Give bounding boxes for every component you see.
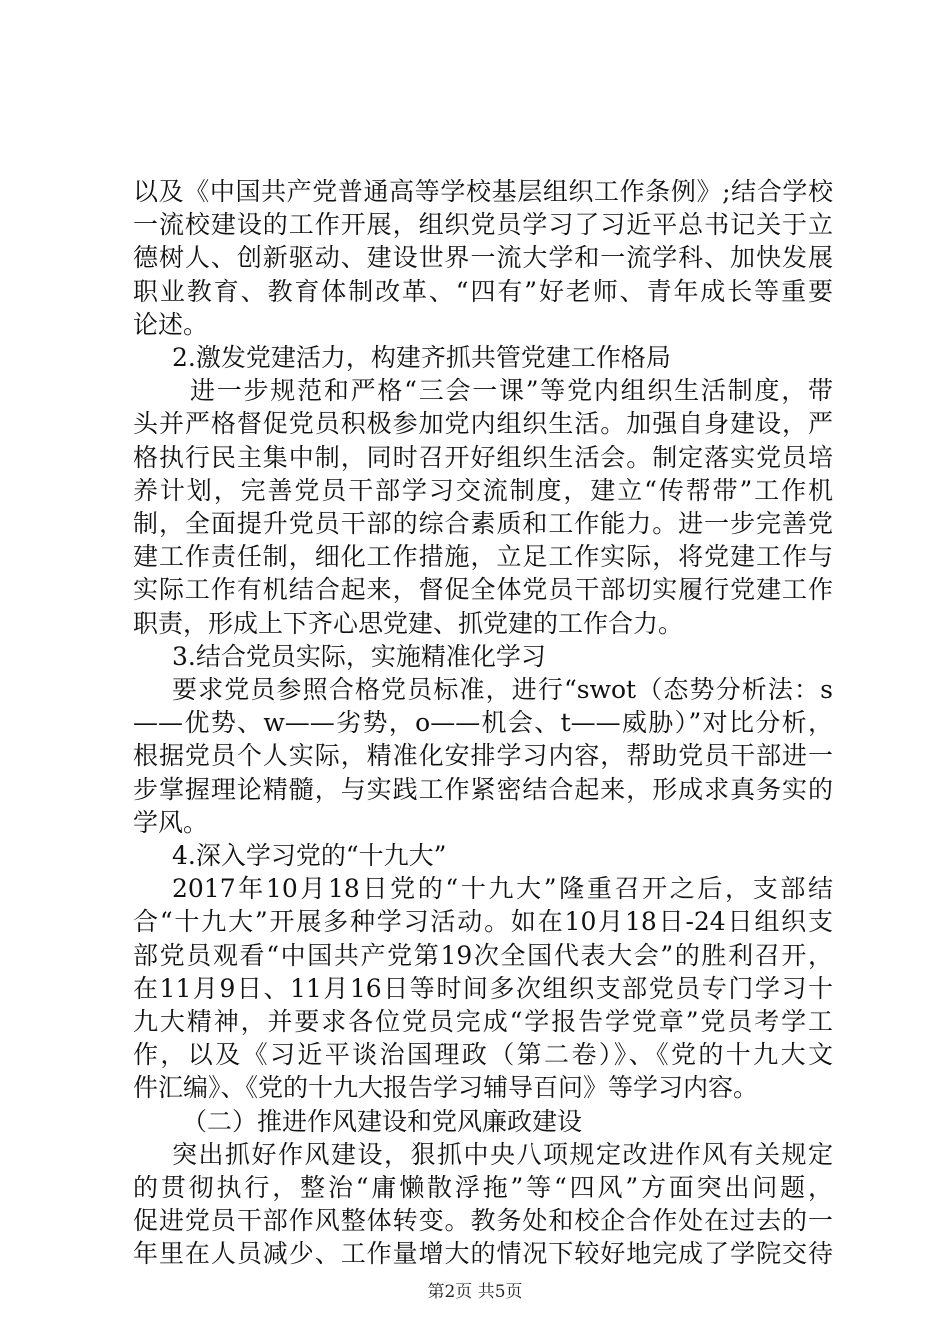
body-line: 根据党员个人实际，精准化安排学习内容，帮助党员干部进一 — [133, 741, 833, 771]
body-line: ——优势、w——劣势，o——机会、t——威胁）”对比分析， — [133, 708, 833, 738]
body-line: 德树人、创新驱动、建设世界一流大学和一流学科、加快发展 — [133, 243, 833, 273]
body-line: 职业教育、教育体制改革、“四有”好老师、青年成长等重要 — [133, 276, 833, 306]
body-line: 格执行民主集中制，同时召开好组织生活会。制定落实党员培 — [133, 442, 833, 472]
body-line: 在11月9日、11月16日等时间多次组织支部党员专门学习十 — [133, 973, 833, 1003]
body-line: 年里在人员减少、工作量增大的情况下较好地完成了学院交待 — [133, 1239, 833, 1269]
body-line: 一流校建设的工作开展，组织党员学习了习近平总书记关于立 — [133, 210, 833, 240]
body-line: 部党员观看“中国共产党第19次全国代表大会”的胜利召开， — [133, 940, 833, 970]
section-heading: 3.结合党员实际，实施精准化学习 — [172, 641, 546, 671]
body-line: 以及《中国共产党普通高等学校基层组织工作条例》;结合学校 — [133, 177, 833, 206]
section-heading: （二）推进作风建设和党风廉政建设 — [182, 1106, 583, 1136]
body-line: 实际工作有机结合起来，督促全体党员干部切实履行党建工作 — [133, 575, 833, 605]
body-line: 作，以及《习近平谈治国理政（第二卷）》、《党的十九大文 — [133, 1040, 833, 1070]
section-heading: 2.激发党建活力，构建齐抓共管党建工作格局 — [172, 343, 671, 372]
body-line: 2017年10月18日党的“十九大”隆重召开之后，支部结 — [172, 874, 833, 904]
body-line: 职责，形成上下齐心思党建、抓党建的工作合力。 — [133, 608, 684, 638]
body-line: 论述。 — [133, 309, 209, 339]
body-line: 养计划，完善党员干部学习交流制度，建立“传帮带”工作机 — [133, 475, 833, 505]
body-line: 件汇编》、《党的十九大报告学习辅导百问》等学习内容。 — [133, 1073, 759, 1103]
body-line: 步掌握理论精髓，与实践工作紧密结合起来，形成求真务实的 — [133, 774, 833, 804]
section-heading: 4.深入学习党的“十九大” — [172, 841, 447, 870]
body-line: 九大精神，并要求各位党员完成“学报告学党章”党员考学工 — [133, 1007, 833, 1036]
body-line: 学风。 — [133, 807, 209, 837]
body-line: 的贯彻执行，整治“庸懒散浮拖”等“四风”方面突出问题， — [133, 1173, 833, 1202]
body-line: 促进党员干部作风整体转变。教务处和校企合作处在过去的一 — [133, 1206, 833, 1236]
page-number-footer: 第2页 共5页 — [427, 1282, 523, 1302]
body-line: 建工作责任制，细化工作措施，立足工作实际，将党建工作与 — [133, 542, 833, 572]
body-line: 要求党员参照合格党员标准，进行“swot（态势分析法：s — [172, 675, 833, 704]
body-line: 制，全面提升党员干部的综合素质和工作能力。进一步完善党 — [133, 509, 833, 538]
body-line: 突出抓好作风建设，狠抓中央八项规定改进作风有关规定 — [172, 1139, 833, 1169]
body-line: 头并严格督促党员积极参加党内组织生活。加强自身建设，严 — [133, 409, 833, 439]
body-line: 合“十九大”开展多种学习活动。如在10月18日-24日组织支 — [133, 907, 833, 937]
body-line: 进一步规范和严格“三会一课”等党内组织生活制度，带 — [190, 376, 833, 406]
